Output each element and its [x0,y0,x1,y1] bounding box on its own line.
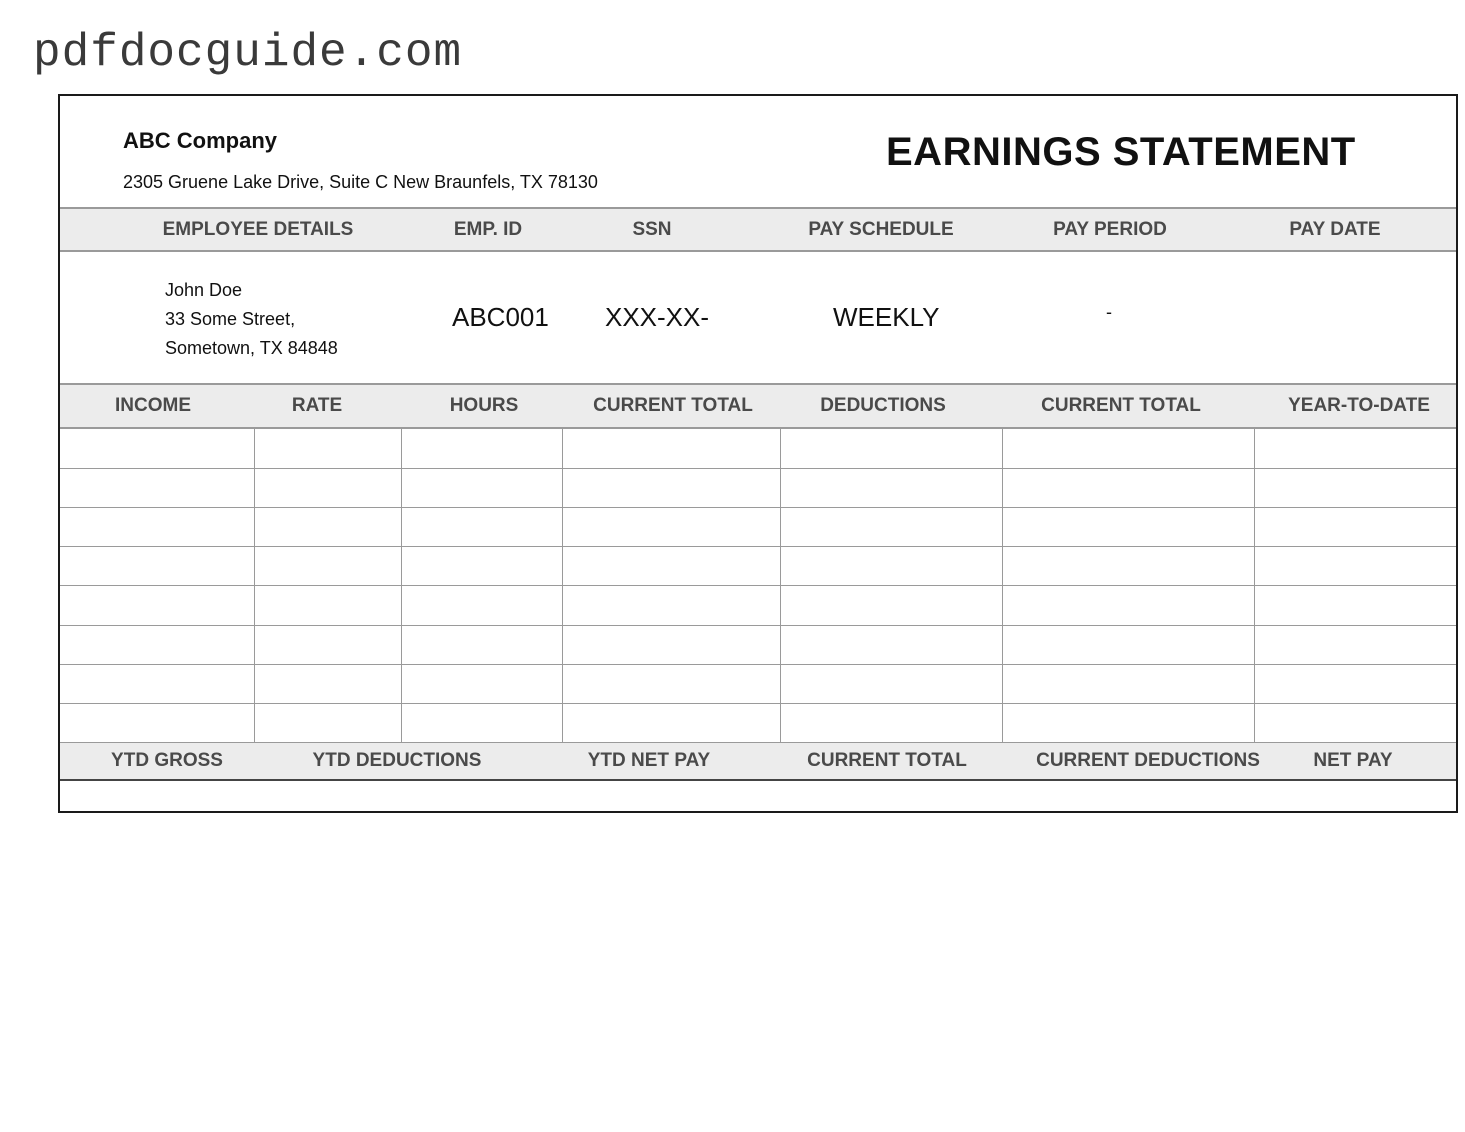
header-net-pay: NET PAY [1313,750,1393,771]
header-current-total: CURRENT TOTAL [593,395,753,416]
header-summary-current-total: CURRENT TOTAL [807,750,967,771]
row-divider [60,585,1456,586]
header-current-deductions: CURRENT DEDUCTIONS [1036,750,1260,771]
row-divider [60,625,1456,626]
header-ytd-gross: YTD GROSS [111,750,223,771]
row-divider [60,507,1456,508]
header-pay-period: PAY PERIOD [1053,218,1167,240]
row-divider [60,468,1456,469]
row-divider [60,546,1456,547]
document-title: EARNINGS STATEMENT [886,130,1356,174]
site-watermark: pdfdocguide.com [33,27,463,79]
column-divider [401,429,402,742]
ssn-value: XXX-XX- [605,302,710,332]
header-ssn: SSN [632,218,672,240]
header-hours: HOURS [449,395,519,416]
employee-name: John Doe [165,280,243,300]
header-year-to-date: YEAR-TO-DATE [1288,395,1430,416]
row-divider [60,703,1456,704]
header-pay-date: PAY DATE [1289,218,1381,240]
header-deductions-current-total: CURRENT TOTAL [1041,395,1201,416]
emp-id-value: ABC001 [452,302,549,332]
column-divider [780,429,781,742]
earnings-statement-form [58,94,1458,813]
row-divider [60,664,1456,665]
header-emp-id: EMP. ID [453,218,523,240]
header-employee-details: EMPLOYEE DETAILS [162,218,354,240]
header-ytd-net-pay: YTD NET PAY [587,750,711,771]
company-name: ABC Company [123,128,278,153]
pay-schedule-value: WEEKLY [833,302,940,332]
info-header-row [60,207,1456,252]
employee-city: Sometown, TX 84848 [165,338,338,358]
header-deductions: DEDUCTIONS [820,395,946,416]
column-divider [1002,429,1003,742]
earnings-table-body [60,429,1456,742]
summary-header-row [60,742,1456,781]
pay-period-value: - [1106,302,1112,322]
employee-street: 33 Some Street, [165,309,296,329]
header-income: INCOME [115,395,191,416]
column-divider [1254,429,1255,742]
earnings-header-row [60,383,1456,429]
header-ytd-deductions: YTD DEDUCTIONS [312,750,482,771]
header-rate: RATE [291,395,343,416]
column-divider [254,429,255,742]
header-pay-schedule: PAY SCHEDULE [808,218,954,240]
column-divider [562,429,563,742]
company-address: 2305 Gruene Lake Drive, Suite C New Braunfels, TX 78130 [123,172,598,192]
